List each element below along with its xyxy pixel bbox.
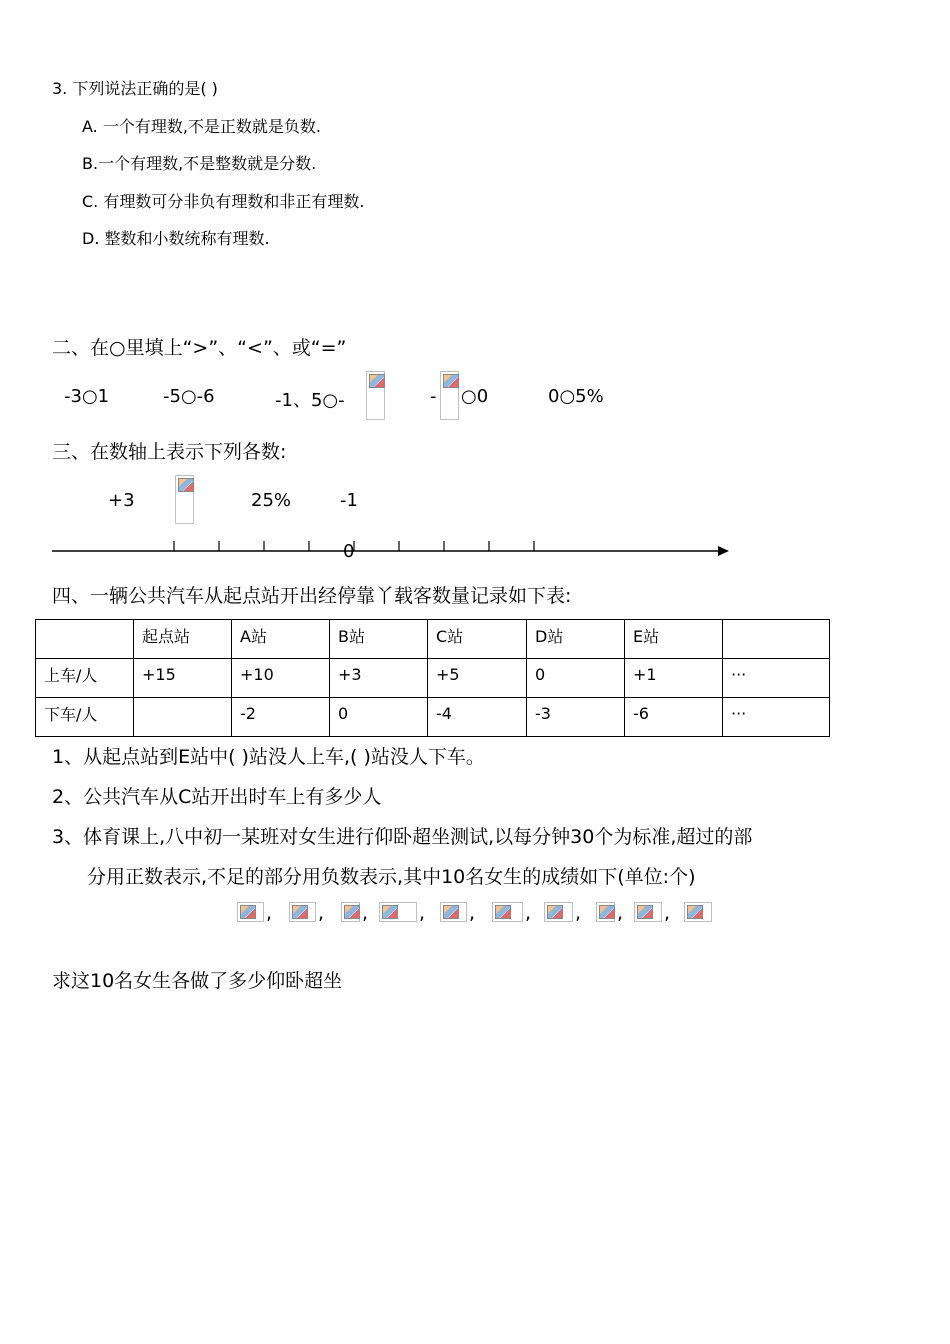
table-cell: -2 <box>232 698 330 737</box>
table-cell: D站 <box>527 620 625 659</box>
q3-option-c: C. 有理数可分非负有理数和非正有理数. <box>82 192 365 211</box>
table-cell: -4 <box>428 698 527 737</box>
compare-item-2: -5○-6 <box>163 386 215 407</box>
sec4-ask: 求这10名女生各做了多少仰卧超坐 <box>52 970 343 992</box>
table-cell <box>134 698 232 737</box>
broken-score-image <box>440 902 467 922</box>
broken-score-image <box>341 902 360 922</box>
table-row <box>36 659 830 698</box>
table-cell: E站 <box>625 620 723 659</box>
axis-zero-label: 0 <box>343 541 355 562</box>
axis-number-3: -1 <box>340 490 358 511</box>
broken-score-image <box>634 902 662 922</box>
table-cell: +10 <box>232 659 330 698</box>
compare-item-4-rest: ○0 <box>461 386 489 407</box>
q3-option-a: A. 一个有理数,不是正数就是负数. <box>82 117 322 136</box>
comma: , <box>266 902 273 924</box>
broken-score-image <box>289 902 316 922</box>
broken-score-image <box>492 902 523 922</box>
sec4-question-3-cont: 分用正数表示,不足的部分用负数表示,其中10名女生的成绩如下(单位:个) <box>87 866 696 888</box>
table-cell <box>36 620 134 659</box>
broken-score-image <box>544 902 573 922</box>
comma: , <box>664 902 671 924</box>
table-cell: +1 <box>625 659 723 698</box>
compare-item-3: -1、5○- <box>275 390 345 411</box>
table-row <box>36 698 830 737</box>
table-cell: A站 <box>232 620 330 659</box>
table-cell: +15 <box>134 659 232 698</box>
comma: , <box>575 902 582 924</box>
table-cell: C站 <box>428 620 527 659</box>
broken-score-image <box>237 902 264 922</box>
table-header-row <box>36 620 830 659</box>
broken-fraction-image <box>175 475 194 524</box>
broken-score-image <box>379 902 417 922</box>
comma: , <box>419 902 426 924</box>
axis-number-2: 25% <box>251 490 292 511</box>
broken-fraction-image <box>440 371 459 420</box>
sec2-title: 二、在○里填上“>”、“<”、或“=” <box>52 337 347 359</box>
compare-item-1: -3○1 <box>64 386 110 407</box>
sec4-question-1: 1、从起点站到E站中( )站没人上车,( )站没人下车。 <box>52 746 485 768</box>
comma: , <box>525 902 532 924</box>
comma: , <box>617 902 624 924</box>
broken-score-image <box>596 902 615 922</box>
table-cell: 下车/人 <box>36 698 134 737</box>
table-cell <box>723 620 830 659</box>
table-cell: ··· <box>723 659 830 698</box>
table-cell: +5 <box>428 659 527 698</box>
table-cell: B站 <box>330 620 428 659</box>
sec4-question-2: 2、公共汽车从C站开出时车上有多少人 <box>52 786 382 808</box>
sec4-question-3: 3、体育课上,八中初一某班对女生进行仰卧超坐测试,以每分钟30个为标准,超过的部 <box>52 826 753 848</box>
broken-fraction-image <box>366 371 385 420</box>
table-cell: 0 <box>330 698 428 737</box>
compare-item-5: 0○5% <box>548 386 604 407</box>
sec4-title: 四、一辆公共汽车从起点站开出经停靠丫载客数量记录如下表: <box>52 585 572 607</box>
q3-option-d: D. 整数和小数统称有理数. <box>82 229 270 248</box>
number-line <box>0 530 950 570</box>
table-cell: +3 <box>330 659 428 698</box>
comma: , <box>318 902 325 924</box>
sec3-title: 三、在数轴上表示下列各数: <box>52 441 287 463</box>
q3-stem: 3. 下列说法正确的是( ) <box>52 79 218 98</box>
comma: , <box>469 902 476 924</box>
table-cell: ··· <box>723 698 830 737</box>
table-cell: -3 <box>527 698 625 737</box>
table-cell: -6 <box>625 698 723 737</box>
compare-item-4-minus: - <box>430 386 437 407</box>
table-cell: 上车/人 <box>36 659 134 698</box>
table-cell: 0 <box>527 659 625 698</box>
axis-number-1: +3 <box>108 490 135 511</box>
table-cell: 起点站 <box>134 620 232 659</box>
passenger-table <box>35 619 830 737</box>
broken-score-image <box>684 902 712 922</box>
comma: , <box>362 902 369 924</box>
q3-option-b: B.一个有理数,不是整数就是分数. <box>82 154 317 173</box>
